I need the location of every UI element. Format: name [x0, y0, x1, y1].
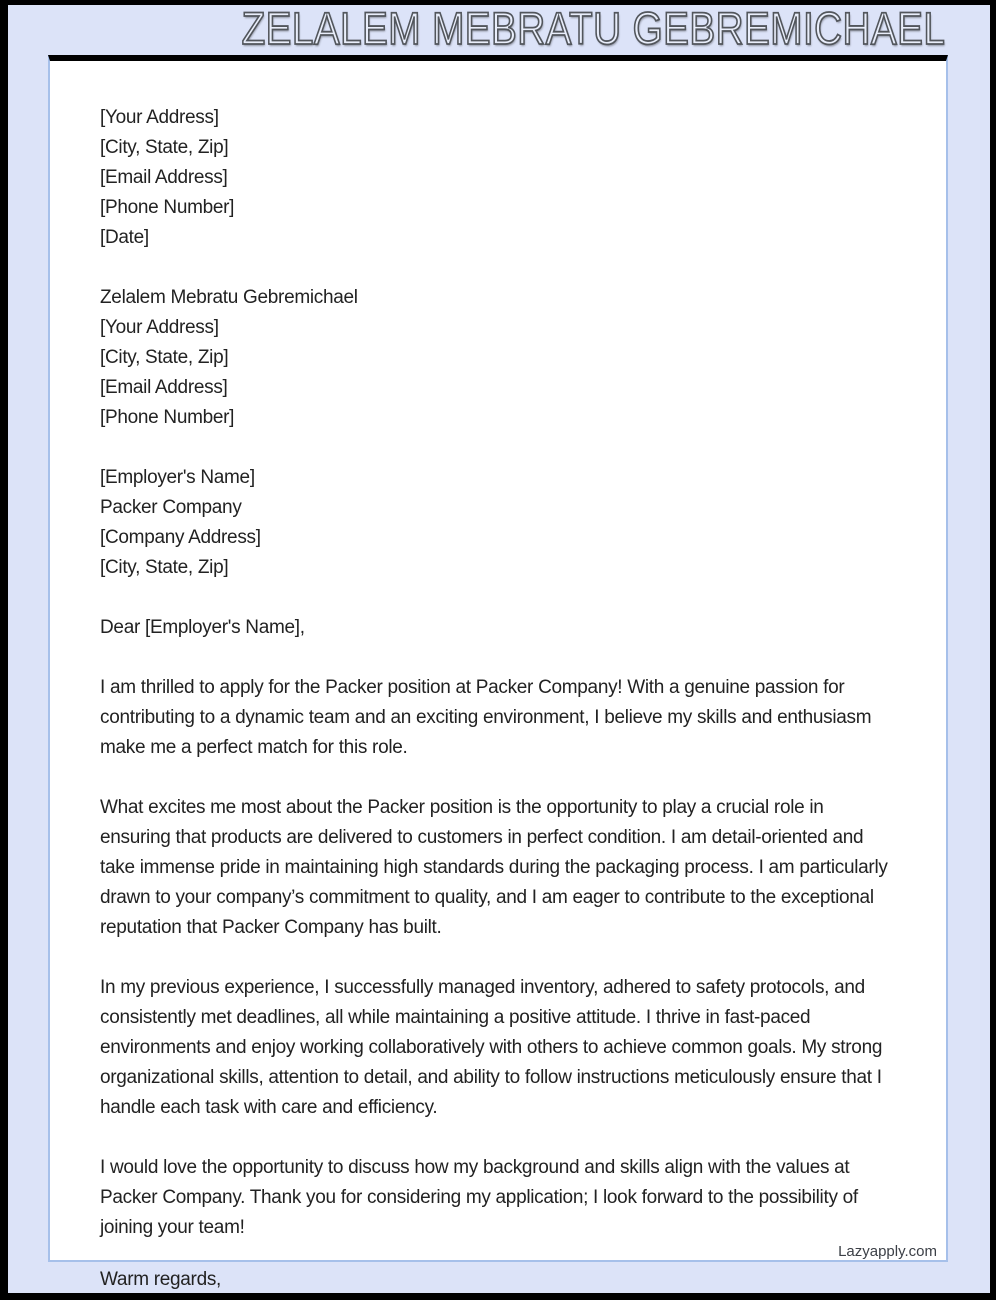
body-paragraph: I would love the opportunity to discuss how my background and skills align with the values at Packer Company. Thank you for considering my application; I look forward to the possibility of joining your team! — [100, 1157, 858, 1238]
contact-line: [Phone Number] — [100, 197, 235, 218]
sender-line: [Your Address] — [100, 317, 219, 338]
body-paragraph: I am thrilled to apply for the Packer position at Packer Company! With a genuine passion for contributing to a dynamic team and an exciting environment, I believe my skills and enthusiasm make me a perfect match for this role. — [100, 677, 872, 758]
letter-page — [48, 55, 948, 1262]
recipient-line: [Employer's Name] — [100, 467, 255, 488]
sender-line: [Phone Number] — [100, 407, 235, 428]
page-title: ZELALEM MEBRATU GEBREMICHAEL — [241, 3, 945, 54]
salutation: Dear [Employer's Name], — [100, 617, 305, 638]
recipient-line: Packer Company — [100, 497, 242, 518]
body-paragraph: In my previous experience, I successfully managed inventory, adhered to safety protocols, and consistently met deadlines, all while maintaining a positive attitude. I thrive in fast-paced environments and enjoy working collaboratively with others to achieve common goals. My strong organizational skills, attention to detail, and ability to follow instructions meticulously ensure that I handle each task with care and efficiency. — [100, 977, 883, 1118]
body-paragraph: What excites me most about the Packer position is the opportunity to play a crucial role in ensuring that products are delivered to customers in perfect condition. I am detail-oriented and take immense pride in maintaining high standards during the packaging process. I am particularly drawn to your company’s commitment to quality, and I am eager to contribute to the exceptional reputation that Packer Company has built. — [100, 797, 888, 938]
contact-line: [Date] — [100, 227, 149, 248]
contact-line: [Email Address] — [100, 167, 228, 188]
recipient-line: [City, State, Zip] — [100, 557, 229, 578]
watermark-link[interactable]: Lazyapply.com — [838, 1243, 937, 1260]
sender-line: [City, State, Zip] — [100, 347, 229, 368]
contact-line: [City, State, Zip] — [100, 137, 229, 158]
recipient-line: [Company Address] — [100, 527, 261, 548]
sender-name: Zelalem Mebratu Gebremichael — [100, 287, 358, 308]
contact-line: [Your Address] — [100, 107, 219, 128]
sender-info-block — [100, 283, 896, 433]
recipient-info-block — [100, 463, 896, 583]
closing-line: Warm regards, — [100, 1269, 222, 1290]
sender-line: [Email Address] — [100, 377, 228, 398]
contact-info-block — [100, 103, 896, 253]
